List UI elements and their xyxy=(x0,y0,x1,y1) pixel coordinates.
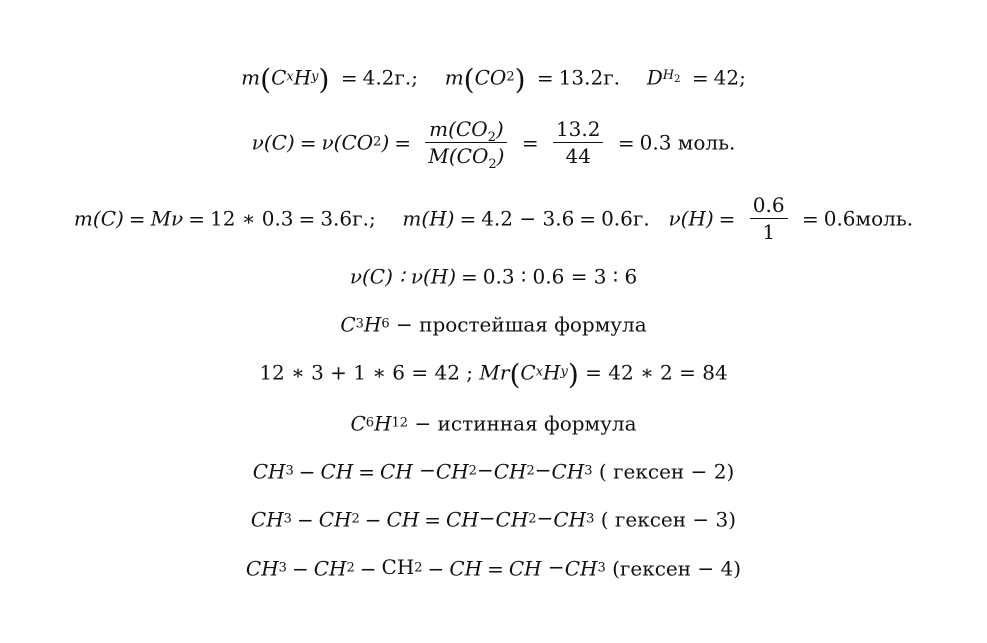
density-value: 42; xyxy=(713,65,746,90)
molar-mass-line: 12 ∗ 3 + 1 ∗ 6 = 42 ; Mr(CxHy) = 42 ∗ 2 = 84 xyxy=(259,357,728,391)
carbon-moles-line: ν(C) = ν(CO2) = $\frac{m(CO_2)}{M(CO_2)}$ = $\frac{13.2}{44}$ = 0.3 моль. xyxy=(251,117,736,172)
hexene-4-structure: CH3 − CH2 − CH2 − CH = CH −CH3 (гексен − 4) xyxy=(245,555,742,581)
hydrogen-moles-fraction: $\frac{0.6}{1}$ xyxy=(750,194,788,243)
hexene-2-structure: CH3 − CH = CH −CH2−CH2−CH3 ( гексен − 2) xyxy=(252,458,735,484)
hydrogen-calc-line: m(C) = Mν = 12 ∗ 0.3 = 3.6г.; m(H) = 4.2 − 3.6 = 0.6г. ν(H) = $\frac{0.6}{1}$ = 0.6моль. xyxy=(73,193,914,244)
hydrocarbon-mass-value: 4.2г.; xyxy=(362,65,418,90)
hexene-3-structure: CH3 − CH2 − CH = CH−CH2−CH3 ( гексен − 3) xyxy=(250,506,737,532)
simplest-formula-line: C3H6 − простейшая формула xyxy=(340,312,647,337)
numeric-fraction: $\frac{13.2}{44}$ xyxy=(553,118,604,167)
true-formula-line: C6H12 − истинная формула xyxy=(350,411,637,436)
mass-over-molar-mass-fraction: $\frac{m(CO_2)}{M(CO_2)}$ xyxy=(425,118,507,167)
carbon-moles-result: 0.3 моль. xyxy=(639,130,736,155)
hydrogen-moles-result: 0.6моль. xyxy=(823,206,914,231)
given-data-line: m(CxHy) = 4.2г.; m(CO2) = 13.2г. $DH_2 = 42$; xyxy=(241,62,746,96)
co2-mass-value: 13.2г. xyxy=(558,65,621,90)
ratio-line: ν(C) ∶ ν(H) = 0.3 ∶ 0.6 = 3 ∶ 6 xyxy=(349,264,638,289)
mass-symbol: m xyxy=(241,65,261,90)
